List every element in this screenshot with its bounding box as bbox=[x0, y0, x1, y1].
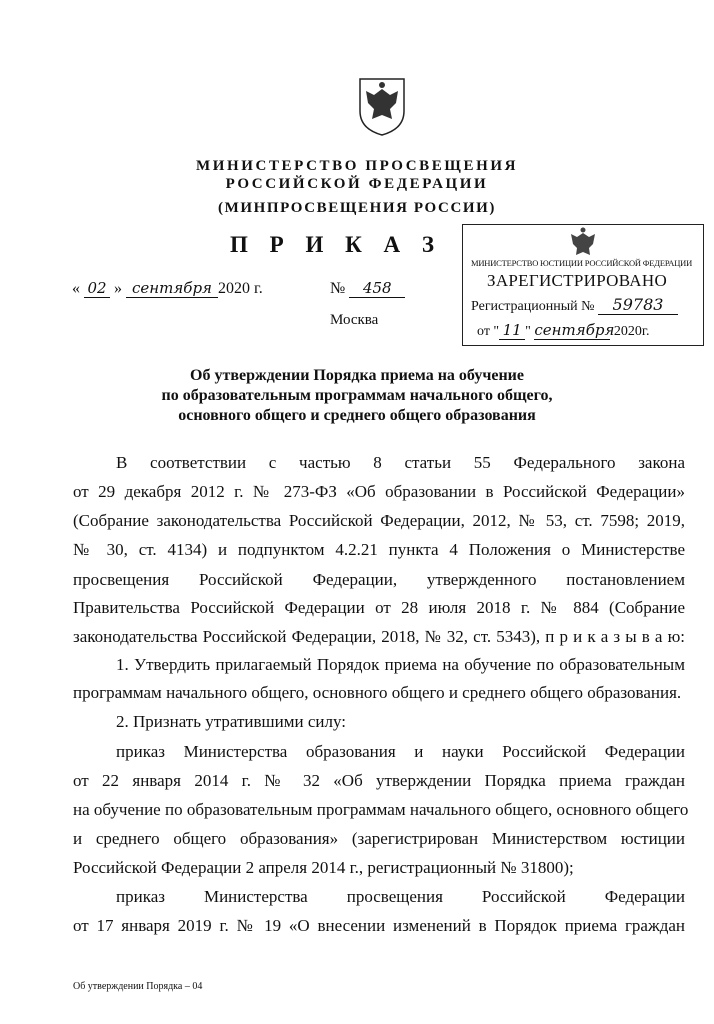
heading-line: по образовательным программам начального общего, bbox=[161, 387, 553, 404]
body-line: 2. Признать утратившими силу: bbox=[116, 712, 346, 731]
number-label: № bbox=[330, 280, 346, 297]
body-line: Российской Федерации 2 апреля 2014 г., регистрационный № 31800); bbox=[73, 858, 574, 877]
stamp-registration bbox=[471, 295, 678, 315]
stamp-date-label: от " bbox=[477, 324, 500, 339]
stamp-day: 11 bbox=[499, 321, 525, 340]
date-month: сентября bbox=[126, 279, 218, 298]
number-value: 458 bbox=[349, 279, 405, 298]
stamp-emblem-icon bbox=[568, 227, 598, 257]
body-line: законодательства Российской Федерации, 2018, № 32, ст. 5343), п р и к а з ы в а ю: bbox=[73, 627, 685, 646]
body-line: от 22 января 2014 г. № 32 «Об утверждении Порядка приема граждан bbox=[73, 771, 685, 790]
body-line: и среднего общего образования» (зарегистрирован Министерством юстиции bbox=[73, 829, 685, 848]
body-line: В соответствии с частью 8 статьи 55 Федерального закона bbox=[116, 453, 685, 472]
body-line: приказ Министерства просвещения Российской Федерации bbox=[116, 887, 685, 906]
heading-line: основного общего и среднего общего образования bbox=[178, 407, 536, 424]
body-line: 1. Утвердить прилагаемый Порядок приема на обучение по образовательным bbox=[116, 655, 685, 674]
footer-note: Об утверждении Порядка – 04 bbox=[73, 981, 203, 992]
body-line: Правительства Российской Федерации от 28 июля 2018 г. № 884 (Собрание bbox=[73, 598, 685, 617]
document-type-title: П Р И К А З bbox=[230, 232, 443, 257]
ministry-name-line2: РОССИЙСКОЙ ФЕДЕРАЦИИ bbox=[225, 176, 489, 192]
body-line: приказ Министерства образования и науки Российской Федерации bbox=[116, 742, 685, 761]
body-line: от 29 декабря 2012 г. № 273-ФЗ «Об образовании в Российской Федерации» bbox=[73, 482, 685, 501]
body-line: просвещения Российской Федерации, утвержденного постановлением bbox=[73, 570, 685, 589]
order-date bbox=[72, 279, 263, 298]
date-day: 02 bbox=[84, 279, 110, 298]
stamp-month: сентября bbox=[534, 321, 615, 339]
ministry-name-line1: МИНИСТЕРСТВО ПРОСВЕЩЕНИЯ bbox=[195, 158, 519, 174]
date-quote-close: » bbox=[114, 280, 122, 297]
ministry-short-name: (МИНПРОСВЕЩЕНИЯ РОССИИ) bbox=[217, 200, 497, 216]
stamp-year: 2020г. bbox=[613, 324, 650, 339]
stamp-date bbox=[477, 321, 650, 340]
body-line: на обучение по образовательным программам начального общего, основного общего bbox=[73, 800, 689, 819]
body-line: программам начального общего, основного общего и среднего общего образования. bbox=[73, 683, 682, 702]
stamp-title: ЗАРЕГИСТРИРОВАНО bbox=[487, 271, 668, 290]
body-line: (Собрание законодательства Российской Федерации, 2012, № 53, ст. 7598; 2019, bbox=[73, 511, 685, 530]
date-quote-open: « bbox=[72, 280, 80, 297]
reg-label: Регистрационный № bbox=[471, 299, 595, 314]
order-heading bbox=[0, 366, 714, 426]
stamp-organization: МИНИСТЕРСТВО ЮСТИЦИИ РОССИЙСКОЙ ФЕДЕРАЦИИ bbox=[471, 258, 693, 268]
order-number bbox=[330, 279, 405, 298]
body-line: № 30, ст. 4134) и подпунктом 4.2.21 пункта 4 Положения о Министерстве bbox=[73, 540, 685, 559]
date-year: 2020 г. bbox=[218, 280, 263, 297]
coat-of-arms-emblem bbox=[356, 75, 408, 137]
registration-stamp bbox=[462, 224, 704, 346]
stamp-quote: " bbox=[525, 324, 531, 339]
city: Москва bbox=[330, 312, 379, 328]
body-line: от 17 января 2019 г. № 19 «О внесении изменений в Порядок приема граждан bbox=[73, 916, 685, 935]
heading-line: Об утверждении Порядка приема на обучение bbox=[190, 367, 524, 384]
reg-number: 59783 bbox=[598, 295, 678, 315]
